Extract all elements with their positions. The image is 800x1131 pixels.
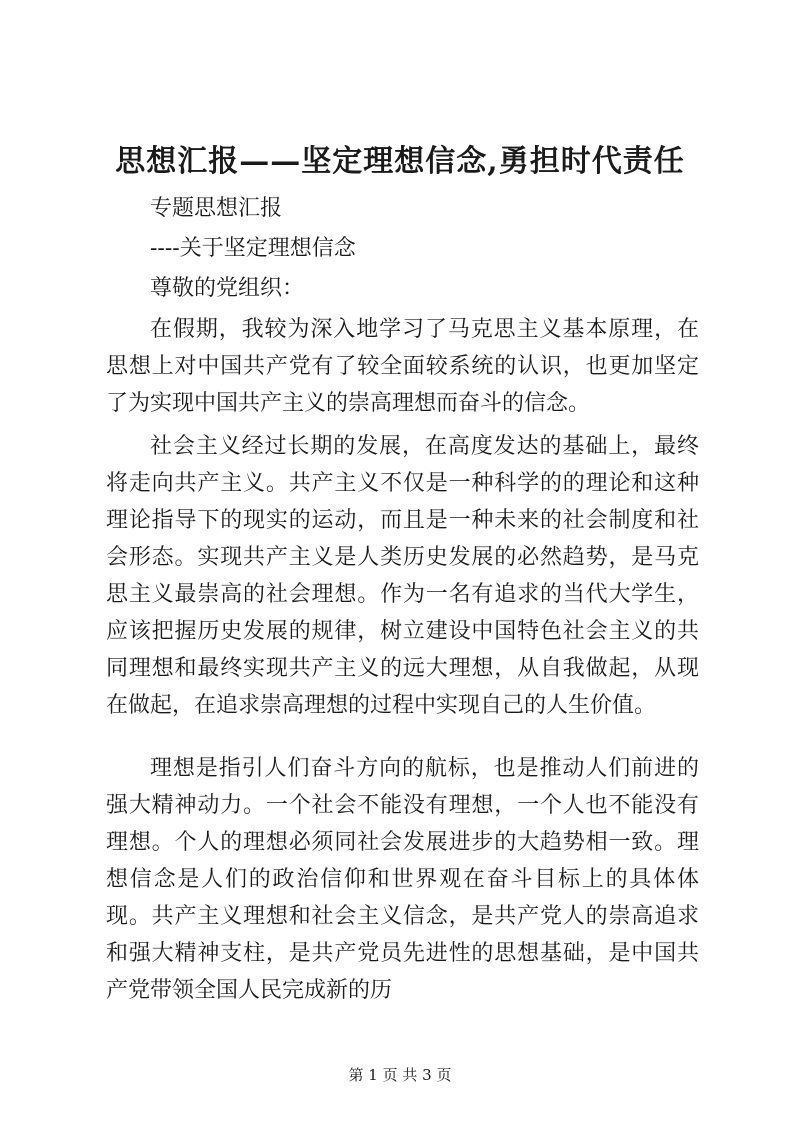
body-paragraph-2: 社会主义经过长期的发展，在高度发达的基础上，最终将走向共产主义。共产主义不仅是一种科学的的理论和这种理论指导下的现实的运动，而且是一种未来的社会制度和社会形态。实现共产主义是人类历史发展的必然趋势，是马克思主义最崇高的社会理想。作为一名有追求的当代大学生，应该把握历史发展的规律，树立建设中国特色社会主义的共同理想和最终实现共产主义的远大理想，从自我做起，从现在做起，在追求崇高理想的过程中实现自己的人生价值。	[106, 434, 699, 718]
salutation: 尊敬的党组织：	[150, 276, 305, 301]
document-title: 思想汇报——坚定理想信念,勇担时代责任	[115, 144, 685, 179]
body-paragraph-1: 在假期，我较为深入地学习了马克思主义基本原理，在思想上对中国共产党有了较全面较系统的认识，也更加坚定了为实现中国共产主义的崇高理想而奋斗的信念。	[106, 317, 699, 416]
document-subtitle: 专题思想汇报	[150, 196, 283, 221]
document-topic: ----关于坚定理想信念	[150, 236, 356, 261]
page-footer: 第 1 页 共 3 页	[348, 1066, 452, 1084]
body-paragraph-3: 理想是指引人们奋斗方向的航标，也是推动人们前进的强大精神动力。一个社会不能没有理想，一个人也不能没有理想。个人的理想必须同社会发展进步的大趋势相一致。理想信念是人们的政治信仰和世界观在奋斗目标上的具体体现。共产主义理想和社会主义信念，是共产党人的崇高追求和强大精神支柱，是共产党员先进性的思想基础，是中国共产党带领全国人民完成新的历	[106, 756, 699, 1003]
